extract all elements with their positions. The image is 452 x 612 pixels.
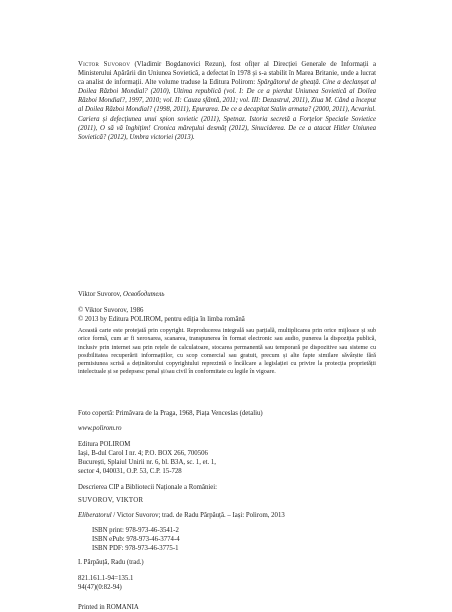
printed-in: Printed in ROMANIA — [78, 604, 139, 611]
publisher-line: Iași, B-dul Carol I nr. 4; P.O. BOX 266, 700506 — [78, 450, 208, 457]
original-title-text: Освободитель — [123, 291, 165, 298]
isbn-line: ISBN ePub: 978-973-46-3774-4 — [92, 536, 180, 543]
publisher-line: Editura POLIROM — [78, 441, 131, 448]
copyright-line: © 2013 by Editura POLIROM, pentru ediția în limba română — [78, 315, 245, 323]
bio-text: (Vladimir Bogdanovici Rezun), fost ofițer al Direcției Generale de Informații a Ministerului Apărării din Uniunea Sovietică, a defectat în 1978 și s-a stabilit în Marea Britanie, unde a lucrat ca analist de informații. Alte volume traduse la Editura Polirom: — [78, 61, 376, 87]
author-bio — [78, 60, 376, 142]
bio-titles: Spărgătorul de gheață. Cine a declanșat al Doilea Război Mondial? (2010), Ultima republică (vol. I: De ce a pierdut Uniunea Sovietică al Doilea Război Mondial?, 1997, 2010; vol. II: Cauza sfântă, 2011; vol. III: Dezastrul, 2011), Ziua M. Când a început al Doilea Război Mondial? (1998, 2011), Epurarea. De ce a decapitat Stalin armata? (2000, 2011), Acvariul. Cariera și defecțiunea unui spion sovietic (2011), Spetnaz. Istoria secretă a Forțelor Speciale Sovietice (2011), O să vă înghițim! Cronica măreţului desmăț (2012), Sinuciderea. De ce a atacat Hitler Uniunea Sovietică? (2012), Umbra victoriei (2013). — [78, 79, 377, 141]
udc-line: 94(47)(0:82-94) — [78, 584, 122, 591]
author-name: Victor Suvorov — [78, 61, 131, 68]
publisher-line: București, Splaiul Unirii nr. 6, bl. B3A, sc. 1, et. 1, — [78, 459, 217, 466]
cip-heading: Descrierea CIP a Bibliotecii Naționale a României: — [78, 484, 218, 491]
cip-translator: I. Părpăuță, Radu (trad.) — [78, 559, 144, 566]
original-author: Viktor Suvorov, — [78, 291, 124, 298]
copyright-line: © Viktor Suvorov, 1986 — [78, 307, 144, 314]
isbn-list — [92, 526, 390, 553]
original-title — [78, 290, 376, 299]
publisher-address — [78, 440, 376, 476]
cip-title-details: / Victor Suvorov; trad. de Radu Părpăuță. – Iași: Polirom, 2013 — [111, 512, 285, 519]
publisher-website: www.polirom.ro — [78, 425, 122, 432]
copyright-notice — [78, 307, 376, 325]
udc-line: 821.161.1-94=135.1 — [78, 575, 134, 582]
publisher-line: sector 4, 040031, O.P. 53, C.P. 15-728 — [78, 468, 182, 475]
isbn-line: ISBN print: 978-973-46-3541-2 — [92, 527, 179, 534]
cip-author: SUVOROV, VIKTOR — [78, 497, 144, 504]
cover-photo-credit: Foto copertă: Primăvara de la Praga, 1968, Piața Venceslas (detaliu) — [78, 410, 263, 417]
rights-notice: Această carte este protejată prin copyright. Reproducerea integrală sau parțială, multiplicarea prin orice mijloace și sub orice formă, cum ar fi xeroxarea, scanarea, transpunerea în format electronic sau audio, punerea la dispoziția publică, inclusiv prin internet sau prin rețele de calculatoare, stocarea permanentă sau temporară pe dispozitive sau sisteme cu posibilitatea recuperării informațiilor, cu scop comercial sau gratuit, precum și alte fapte similare săvârșite fără permisiunea scrisă a deținătorului copyrightului reprezintă o încălcare a legislației cu privire la protecția proprietății intelectuale și se pedepsesc penal și/sau civil în conformitate cu legile în vigoare. — [78, 328, 376, 376]
cip-book-title: Eliberatorul — [78, 512, 112, 519]
cip-title — [78, 511, 376, 520]
isbn-line: ISBN PDF: 978-973-46-3775-1 — [92, 545, 179, 552]
udc-codes — [78, 574, 376, 592]
